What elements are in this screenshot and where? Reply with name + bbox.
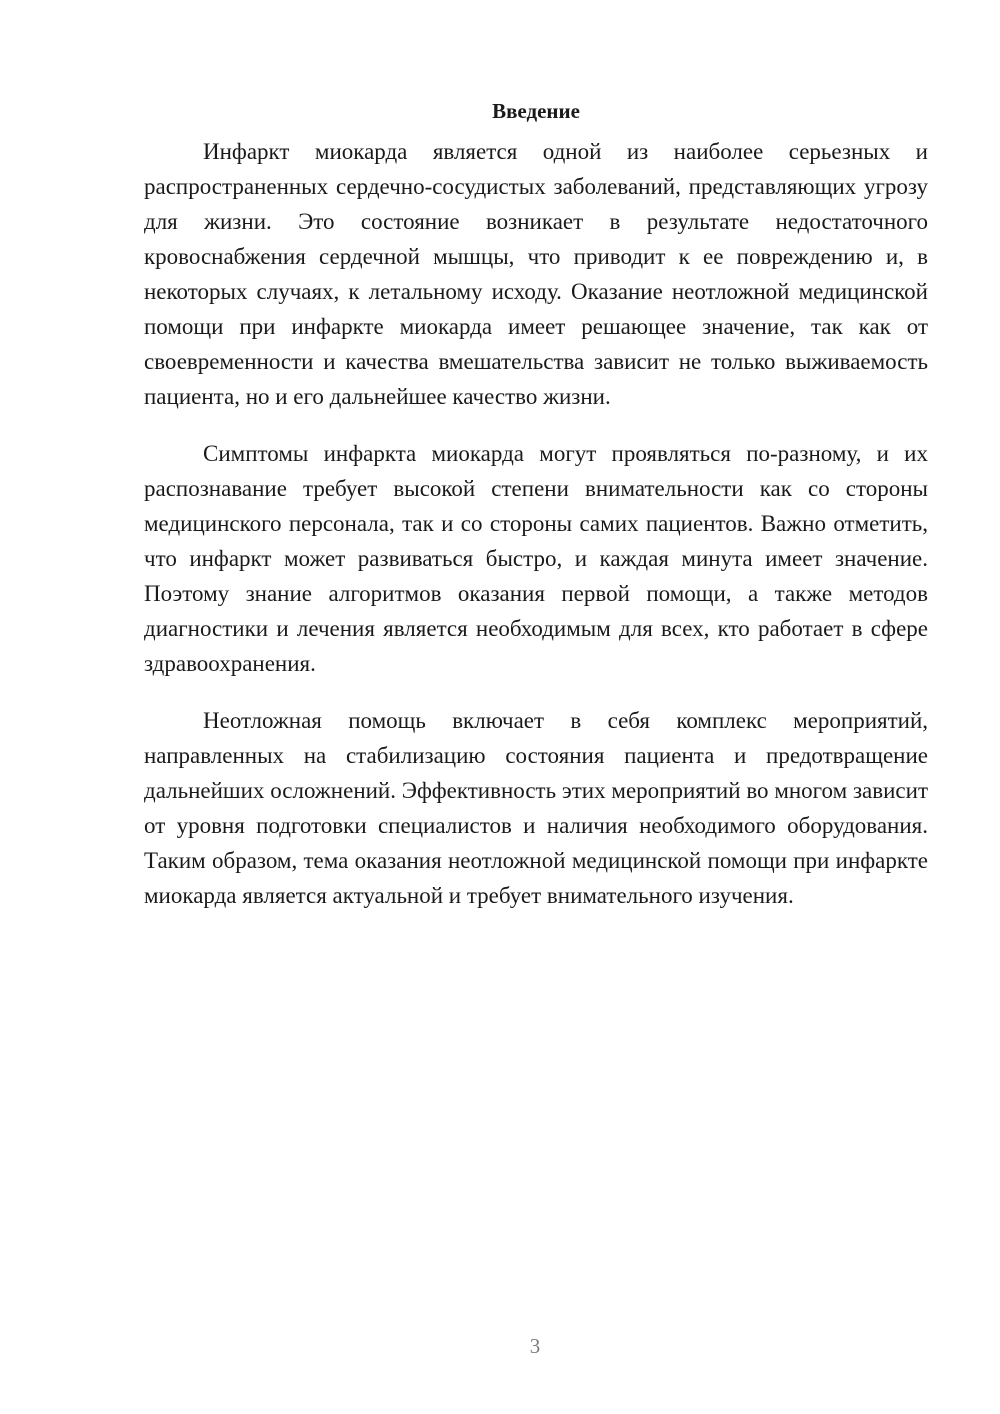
paragraph-1: Инфаркт миокарда является одной из наиболее серьезных и распространенных сердечно-сосудистых заболеваний, представляющих угрозу для жизни. Это состояние возникает в результате недостаточного кровоснабжения сердечной мышцы, что приводит к ее повреждению и, в некоторых случаях, к летальному исходу. Оказание неотложной медицинской помощи при инфаркте миокарда имеет решающее значение, так как от своевременности и качества вмешательства зависит не только выживаемость пациента, но и его дальнейшее качество жизни. [144, 139, 928, 409]
paragraph-2: Симптомы инфаркта миокарда могут проявляться по-разному, и их распознавание требует высокой степени внимательности как со стороны медицинского персонала, так и со стороны самих пациентов. Важно отметить, что инфаркт может развиваться быстро, и каждая минута имеет значение. Поэтому знание алгоритмов оказания первой помощи, а также методов диагностики и лечения является необходимым для всех, кто работает в сфере здравоохранения. [144, 441, 928, 676]
page-number: 3 [529, 1334, 541, 1358]
section-heading: Введение [492, 99, 580, 123]
paragraph-3: Неотложная помощь включает в себя комплекс мероприятий, направленных на стабилизацию состояния пациента и предотвращение дальнейших осложнений. Эффективность этих мероприятий во многом зависит от уровня подготовки специалистов и наличия необходимого оборудования. Таким образом, тема оказания неотложной медицинской помощи при инфаркте миокарда является актуальной и требует внимательного изучения. [144, 708, 928, 908]
page-content [144, 95, 928, 913]
